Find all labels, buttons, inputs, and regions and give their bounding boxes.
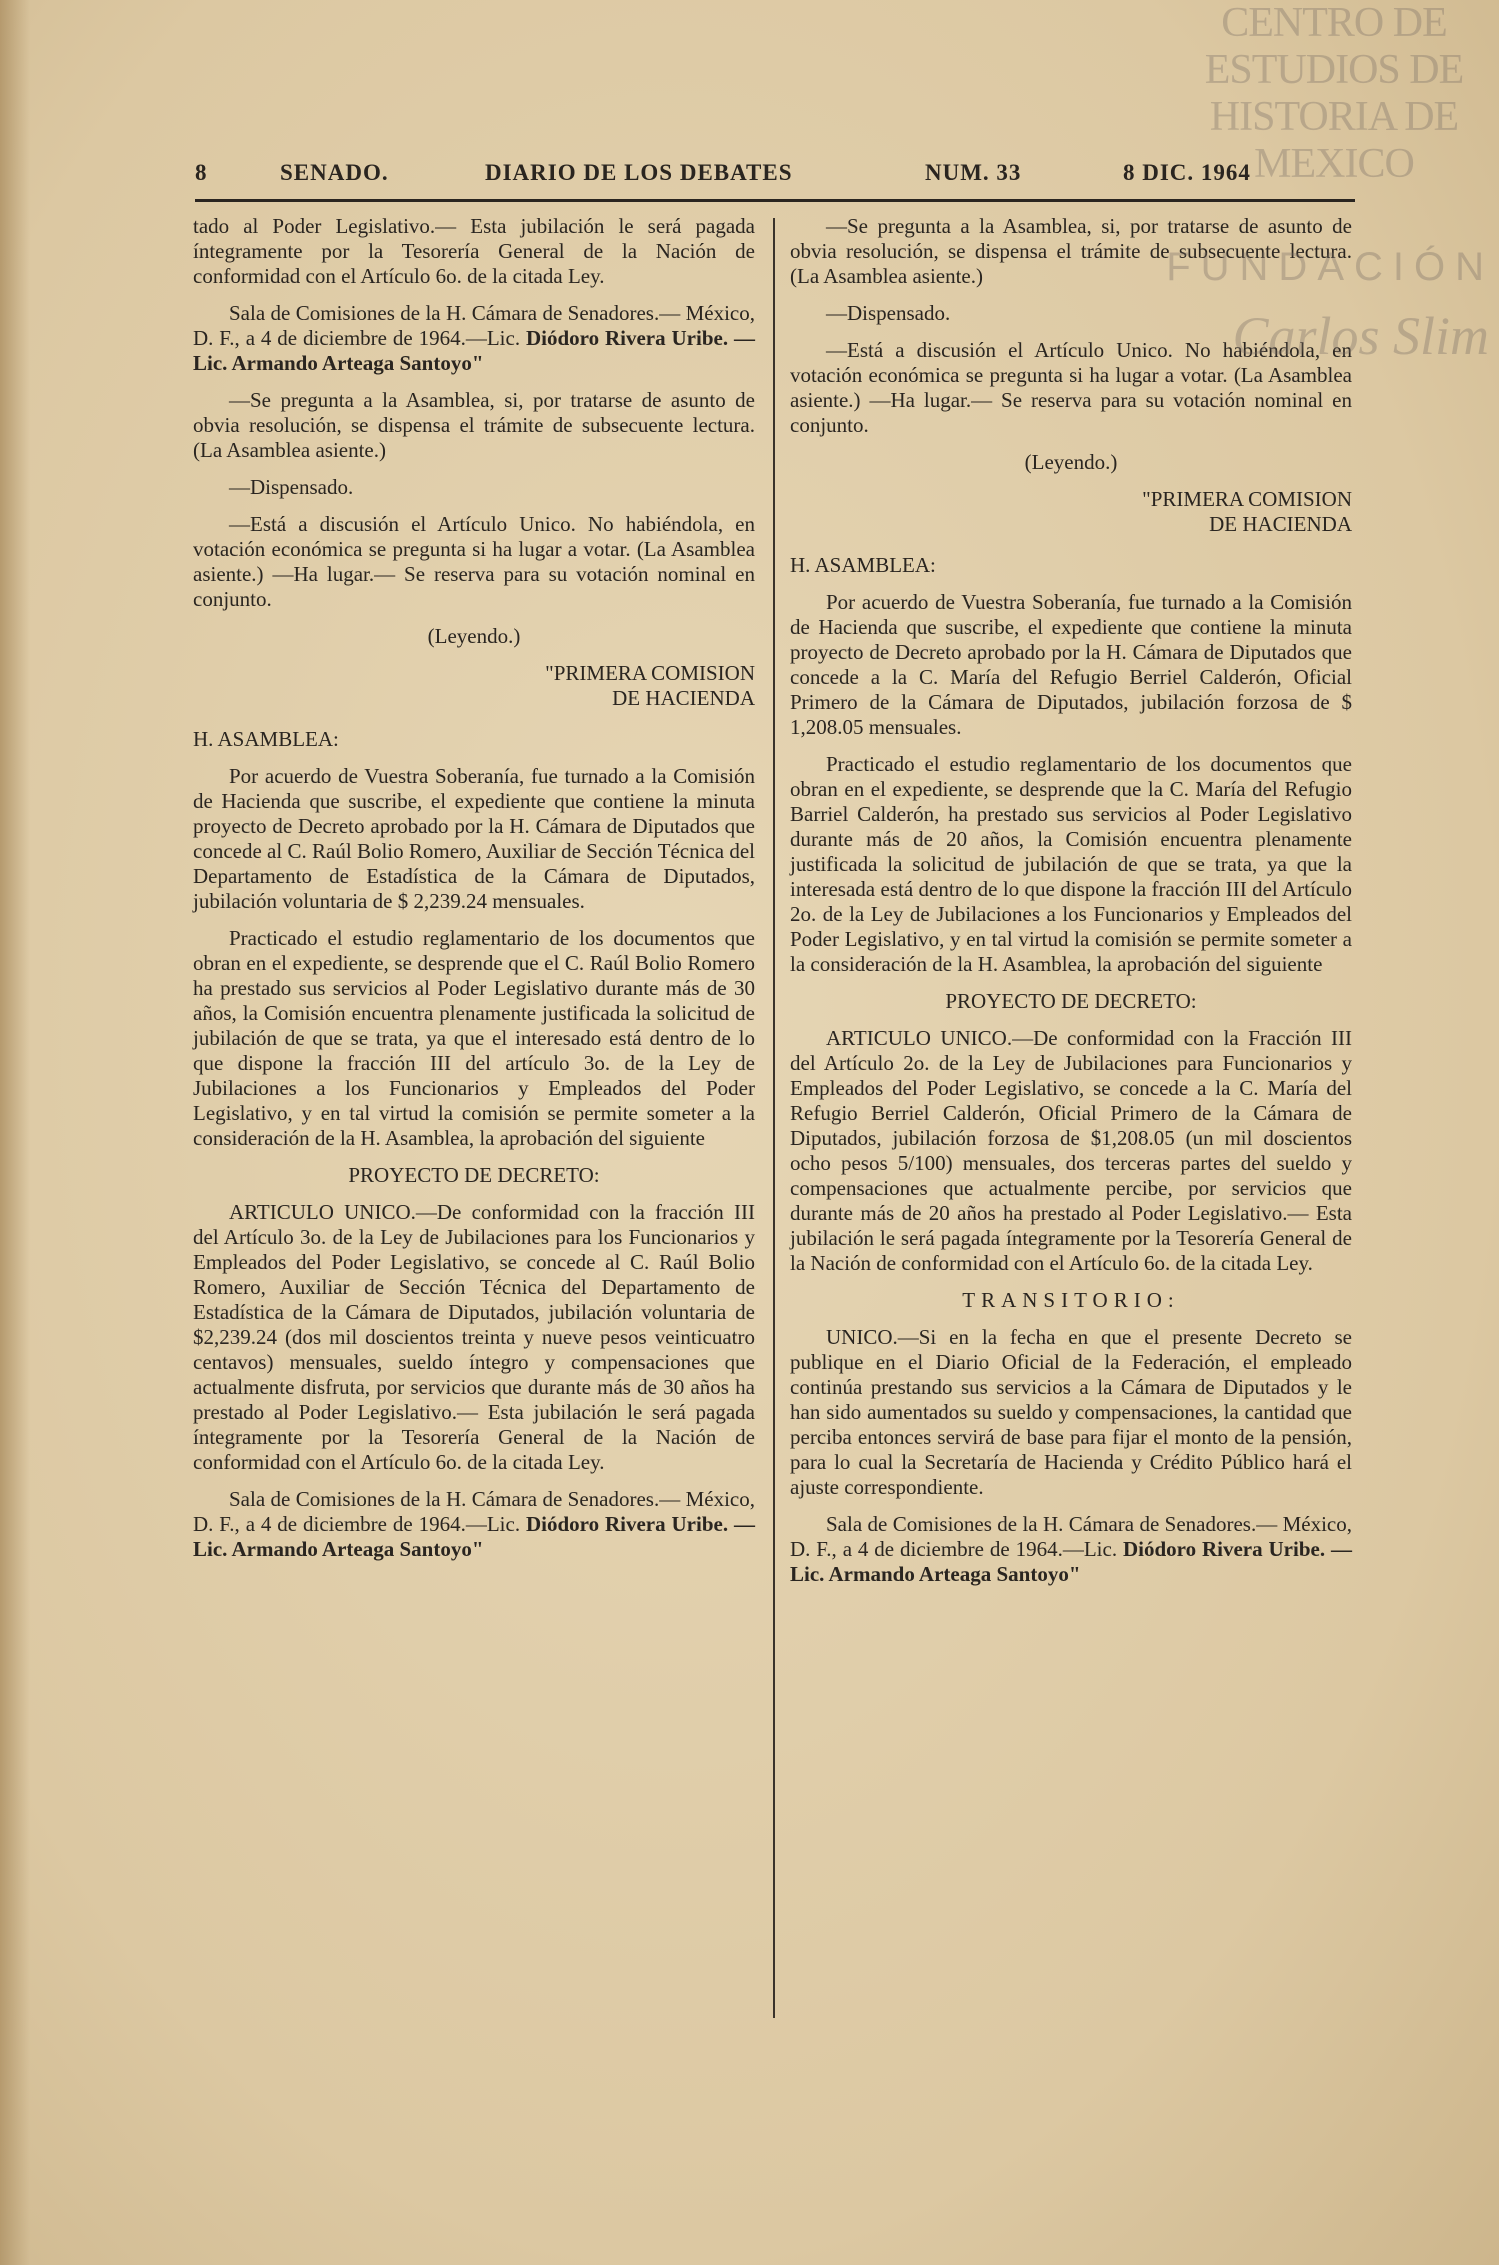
paragraph <box>193 475 755 500</box>
watermark-foundation: FUNDACIÓN <box>1166 245 1494 289</box>
paragraph-text: ARTICULO UNICO.—De conformidad con la fracción III del Artículo 3o. de la Ley de Jubilaciones para los Funcionarios y Empleados del Poder Legislativo, se concede al C. Raúl Bolio Romero, Auxiliar de Sección Técnica del Departamento de Estadística de la Cámara de Diputados, jubilación voluntaria de $2,239.24 (dos mil doscientos treinta y nueve pesos veinticuatro centavos) mensuales, sueldo íntegro y compensaciones que actualmente disfruta, por servicios que durante más de 30 años ha prestado al Poder Legislativo.— Esta jubilación le será pagada íntegramente por la Tesorería General de la Nación de conformidad con el Artículo 6o. de la citada Ley. <box>193 1200 755 1474</box>
paragraph-text: —Se pregunta a la Asamblea, si, por tratarse de asunto de obvia resolución, se dispensa el trámite de subsecuente lectura. (La Asamblea asiente.) <box>790 214 1352 288</box>
issue-number: NUM. 33 <box>925 160 1022 185</box>
paragraph-text: PROYECTO DE DECRETO: <box>945 989 1197 1013</box>
paragraph-text: —Está a discusión el Artículo Unico. No habiéndola, en votación económica se pregunta si ha lugar a votar. (La Asamblea asiente.) —Ha lugar.— Se reserva para su votación nominal en conjunto. <box>193 512 755 611</box>
section-heading <box>193 727 755 752</box>
paragraph-text: —Se pregunta a la Asamblea, si, por tratarse de asunto de obvia resolución, se dispensa el trámite de subsecuente lectura. (La Asamblea asiente.) <box>193 388 755 462</box>
paragraph-text: (Leyendo.) <box>1024 450 1118 474</box>
paragraph-text: (Leyendo.) <box>427 624 521 648</box>
paragraph-text: Por acuerdo de Vuestra Soberanía, fue turnado a la Comisión de Hacienda que suscribe, el expediente que contiene la minuta proyecto de Decreto aprobado por la H. Cámara de Diputados que concede al C. Raúl Bolio Romero, Auxiliar de Sección Técnica del Departamento de Estadística de la Cámara de Diputados, jubilación voluntaria de $ 2,239.24 mensuales. <box>193 764 755 913</box>
paragraph <box>193 926 755 1151</box>
chamber-name: SENADO. <box>280 160 389 185</box>
paragraph <box>790 1026 1352 1276</box>
column-divider <box>773 218 775 2018</box>
paragraph-text: Sala de Comisiones de la H. Cámara de Senadores.— México, D. F., a 4 de diciembre de 1964.—Lic. <box>790 1512 1352 1561</box>
paragraph <box>790 1325 1352 1500</box>
paragraph <box>790 1512 1352 1587</box>
paragraph <box>193 512 755 612</box>
issue-date: 8 DIC. 1964 <box>1123 160 1251 185</box>
paragraph-text: H. ASAMBLEA: <box>193 727 339 751</box>
section-heading <box>193 686 755 711</box>
right-column <box>790 214 1352 1599</box>
section-heading <box>790 450 1352 475</box>
paragraph-text: UNICO.—Si en la fecha en que el presente Decreto se publique en el Diario Oficial de la Federación, el empleado continúa prestando sus servicios a la Cámara de Diputados y le han sido aumentados su sueldo y compensaciones, la cantidad que perciba entonces servirá de base para fijar el monto de la pensión, para lo cual la Secretaría de Hacienda y Crédito Público hará el ajuste correspondiente. <box>790 1325 1352 1499</box>
paragraph <box>193 1487 755 1562</box>
paragraph-text: Practicado el estudio reglamentario de los documentos que obran en el expediente, se desprende que la C. María del Refugio Barriel Calderón, ha prestado sus servicios al Poder Legislativo durante más de 20 años, la Comisión encuentra plenamente justificada la solicitud de jubilación de que se trata, ya que la interesada está dentro de lo que dispone la fracción III del Artículo 2o. de la Ley de Jubilaciones a los Funcionarios y Empleados del Poder Legislativo, y en tal virtud la comisión se permite someter a la consideración de la H. Asamblea, la aprobación del siguiente <box>790 752 1352 976</box>
section-heading <box>193 661 755 686</box>
paragraph-text: Practicado el estudio reglamentario de los documentos que obran en el expediente, se desprende que el C. Raúl Bolio Romero ha prestado sus servicios al Poder Legislativo durante más de 30 años, la Comisión encuentra plenamente justificada la solicitud de jubilación de que se trata, ya que el interesado está dentro de lo que dispone la fracción III del artículo 3o. de la Ley de Jubilaciones a los Funcionarios y Empleados del Poder Legislativo, y en tal virtud la comisión se permite someter a la consideración de la H. Asamblea, la aprobación del siguiente <box>193 926 755 1150</box>
section-heading <box>790 989 1352 1014</box>
paragraph-text: —Dispensado. <box>826 301 951 325</box>
paragraph <box>790 752 1352 977</box>
section-heading <box>790 512 1352 537</box>
paragraph-text: ARTICULO UNICO.—De conformidad con la Fracción III del Artículo 2o. de la Ley de Jubilaciones para Funcionarios y Empleados del Poder Legislativo, se concede a la C. María del Refugio Berriel Calderón, Oficial Primero de la Cámara de Diputados, jubilación forzosa de $1,208.05 (un mil doscientos ocho pesos 5/100) mensuales, dos terceras partes del sueldo y compensaciones que actualmente percibe, por servicios que durante más de 20 años ha prestado al Poder Legislativo.— Esta jubilación le será pagada íntegramente por la Tesorería General de la Nación de conformidad con el Artículo 6o. de la citada Ley. <box>790 1026 1352 1275</box>
paragraph-text: DE HACIENDA <box>1209 512 1352 536</box>
paragraph-text: Sala de Comisiones de la H. Cámara de Senadores.— México, D. F., a 4 de diciembre de 1964.—Lic. <box>193 301 755 350</box>
paragraph-text: Sala de Comisiones de la H. Cámara de Senadores.— México, D. F., a 4 de diciembre de 1964.—Lic. <box>193 1487 755 1536</box>
paragraph-text: Por acuerdo de Vuestra Soberanía, fue turnado a la Comisión de Hacienda que suscribe, el expediente que contiene la minuta proyecto de Decreto aprobado por la H. Cámara de Diputados que concede a la C. María del Refugio Berriel Calderón, Oficial Primero de la Cámara de Diputados, jubilación forzosa de $ 1,208.05 mensuales. <box>790 590 1352 739</box>
paragraph <box>193 214 755 289</box>
paragraph-text: —Dispensado. <box>229 475 354 499</box>
header-rule <box>195 199 1355 202</box>
paragraph <box>193 388 755 463</box>
section-heading <box>790 1288 1352 1313</box>
section-heading <box>790 487 1352 512</box>
paragraph-text: DE HACIENDA <box>612 686 755 710</box>
signatories: Diódoro Rivera Uribe. — Lic. Armando Arteaga Santoyo" <box>193 1512 755 1561</box>
section-heading <box>193 1163 755 1188</box>
publication-title: DIARIO DE LOS DEBATES <box>485 160 793 185</box>
page-number: 8 <box>195 160 208 185</box>
signatories: Diódoro Rivera Uribe. — Lic. Armando Arteaga Santoyo" <box>193 326 755 375</box>
watermark-signature: Carlos Slim <box>1232 306 1489 366</box>
running-header <box>195 160 1355 192</box>
paragraph-text: TRANSITORIO: <box>962 1288 1180 1312</box>
paragraph-text: PROYECTO DE DECRETO: <box>348 1163 600 1187</box>
paragraph <box>193 1200 755 1475</box>
paragraph-text: H. ASAMBLEA: <box>790 553 936 577</box>
paragraph-text: "PRIMERA COMISION <box>1142 487 1352 511</box>
paragraph-text: "PRIMERA COMISION <box>545 661 755 685</box>
paragraph-text: —Está a discusión el Artículo Unico. No habiéndola, en votación económica se pregunta si ha lugar a votar. (La Asamblea asiente.) —Ha lugar.— Se reserva para su votación nominal en conjunto. <box>790 338 1352 437</box>
section-heading <box>790 553 1352 578</box>
paragraph <box>193 301 755 376</box>
page-edge-shadow <box>0 0 30 2265</box>
signatories: Diódoro Rivera Uribe. — Lic. Armando Arteaga Santoyo" <box>790 1537 1352 1586</box>
section-heading <box>193 624 755 649</box>
paragraph <box>790 590 1352 740</box>
watermark-institution: CENTRO DE ESTUDIOS DE HISTORIA DE MEXICO <box>1204 0 1464 187</box>
left-column <box>193 214 755 1574</box>
paragraph <box>193 764 755 914</box>
paragraph-text: tado al Poder Legislativo.— Esta jubilación le será pagada íntegramente por la Tesorería General de la Nación de conformidad con el Artículo 6o. de la citada Ley. <box>193 214 755 288</box>
